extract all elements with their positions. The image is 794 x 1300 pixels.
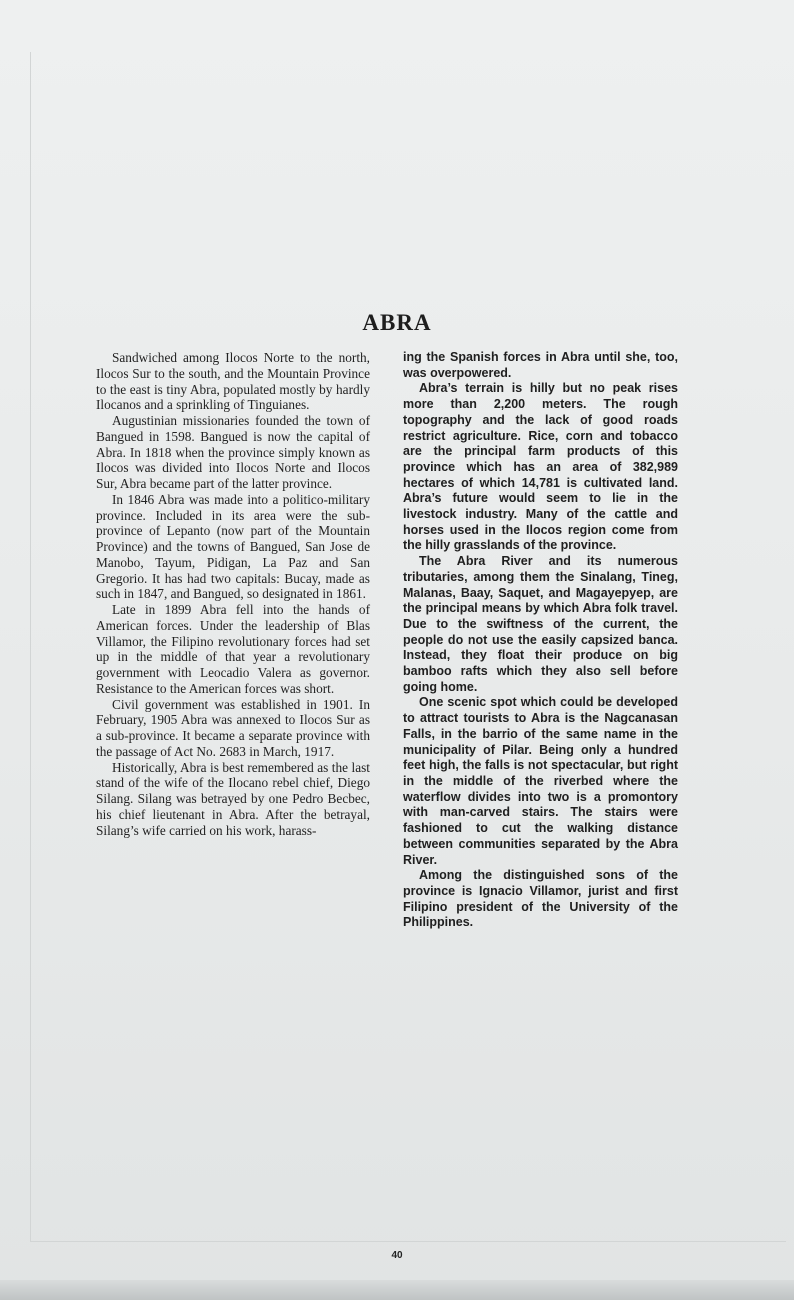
paragraph: Late in 1899 Abra fell into the hands of American forces. Under the leadership of Blas Villamor, the Filipino revolutionary forces had set up in the middle of that year a revolutionary government with Leocadio Valera as governor. Resistance to the American forces was short. <box>96 602 370 696</box>
paragraph: Augustinian missionaries founded the town of Bangued in 1598. Bangued is now the capital of Abra. In 1818 when the province simply known as Ilocos was divided into Ilocos Norte and Ilocos Sur, Abra became part of the latter province. <box>96 413 370 491</box>
paragraph: Sandwiched among Ilocos Norte to the north, Ilocos Sur to the south, and the Mountain Province to the east is tiny Abra, populated mostly by hardly Ilocanos and a sprinkling of Tinguianes. <box>96 350 370 413</box>
right-text-column <box>403 350 678 931</box>
left-text-column <box>96 350 370 838</box>
paragraph: Civil government was established in 1901. In February, 1905 Abra was annexed to Ilocos Sur as a sub-province. It became a separate province with the passage of Act No. 2683 in March, 1917. <box>96 696 370 759</box>
paragraph: ing the Spanish forces in Abra until she, too, was overpowered. <box>403 350 678 380</box>
page-title: ABRA <box>362 310 432 335</box>
paragraph: One scenic spot which could be developed to attract tourists to Abra is the Nagcanasan Falls, in the barrio of the same name in the municipality of Pilar. Being only a hundred feet high, the falls is not spectacular, but right in the middle of the riverbed where the waterflow divides into two is a promontory with man-carved stairs. The stairs were fashioned to cut the walking distance between communities separated by the Abra River. <box>403 695 678 867</box>
paragraph: In 1846 Abra was made into a politico-military province. Included in its area were the sub-province of Lepanto (now part of the Mountain Province) and the towns of Bangued, San Jose de Manobo, Tayum, Pidigan, La Paz and San Gregorio. It has had two capitals: Bucay, made as such in 1847, and Bangued, so designated in 1861. <box>96 491 370 602</box>
page-bottom-edge <box>0 1280 794 1300</box>
page-number: 40 <box>391 1250 403 1261</box>
paragraph: Abra’s terrain is hilly but no peak rises more than 2,200 meters. The rough topography and the lack of good roads restrict agriculture. Rice, corn and tobacco are the principal farm products of this province which has an area of 382,989 hectares of which 14,781 is cultivated land. Abra’s future would seem to lie in the livestock industry. Many of the cattle and horses used in the Ilocos region come from the hilly grasslands of the province. <box>403 381 678 553</box>
paragraph: Historically, Abra is best remembered as the last stand of the wife of the Ilocano rebel chief, Diego Silang. Silang was betrayed by one Pedro Becbec, his chief lieutenant in Abra. After the betrayal, Silang’s wife carried on his work, harass- <box>96 759 370 838</box>
paragraph: The Abra River and its numerous tributaries, among them the Sinalang, Tineg, Malanas, Baay, Saquet, and Magayepyep, are the principal means by which Abra folk travel. Due to the swiftness of the current, the people do not use the easily capsized banca. Instead, they float their produce on big bamboo rafts which they also sell before going home. <box>403 554 678 694</box>
paragraph: Among the distinguished sons of the province is Ignacio Villamor, jurist and first Filipino president of the University of the Philippines. <box>403 868 678 930</box>
